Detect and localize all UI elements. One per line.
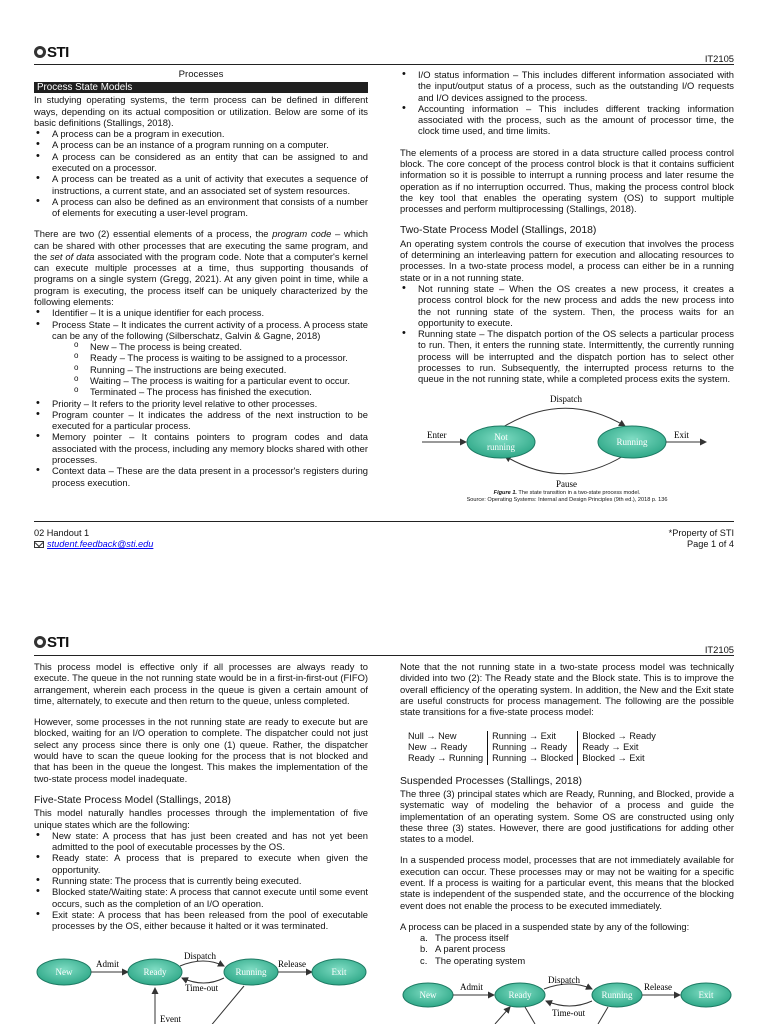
doc-code: IT2105 <box>704 53 734 64</box>
suspended-diagram <box>400 974 734 1024</box>
process-states-list <box>52 341 368 397</box>
paragraph: In a suspended process model, processes that are not immediately available for execution can occur. These processes may or may not be waiting for a specific event. If a process is waiting for a particular event, this means that the blocked state is independent of the suspended state, and the occurrence of the blocking event does not enable the process to be executed immediately. <box>400 854 734 911</box>
note-paragraph: Note that the not running state in a two-state process model was technically divided into two (2): The Ready state and the Block state. This is to improve the overall efficiency of the operating system. In addition, the New and the Exit state are useful constructs for process management. The following are the possible state transitions for a five-state process model: <box>400 661 734 718</box>
table-row: Ready → Running Running → Blocked Blocked → Exit <box>404 753 660 764</box>
property-label: *Property of STI <box>668 528 734 538</box>
svg-text:Ready: Ready <box>508 990 532 1000</box>
page1-left-column <box>34 69 368 488</box>
suspend-causes-list <box>420 932 734 966</box>
table-row: Null → New Running → Exit Blocked → Ready <box>404 731 660 742</box>
pause-label: Pause <box>556 479 577 489</box>
footer-rule <box>34 521 734 522</box>
list-item: • Process State – It indicates the current activity of a process. A process state can be any of the following (Silberschatz, Galvin & Gagne, 2018) o New – The process is being created. o Ready – The process is waiting to be assigned to a processor. o Running – The instructions are being executed. o Waiting – The process is waiting for a particular event to occur. o Terminated – The process has finished the execution. <box>34 319 368 398</box>
svg-text:New: New <box>419 990 437 1000</box>
list-item: • New state: A process that has just been created and has not yet been admitted to the pool of executable processes by the OS. <box>34 830 368 853</box>
page-2 <box>0 624 768 1024</box>
transitions-table <box>404 731 660 764</box>
list-item: a. The process itself <box>420 932 509 944</box>
enter-label: Enter <box>427 430 447 440</box>
svg-text:Running: Running <box>235 967 267 977</box>
five-state-intro: This model naturally handles processes through the implementation of five unique states which are the following: <box>34 807 368 830</box>
dispatch-arrow <box>503 408 625 427</box>
page2-right-column <box>400 661 734 966</box>
dispatch-arrow <box>180 961 224 966</box>
pause-arrow <box>505 455 625 474</box>
sti-logo: STI <box>34 44 69 62</box>
list-item: • I/O status information – This includes different information associated with the input/output status of a process, such as the outstanding I/O requests and I/O devices assigned to the process. <box>400 69 734 103</box>
list-item: o Running – The instructions are being executed. <box>52 364 368 375</box>
list-item: o New – The process is being created. <box>52 341 368 352</box>
suspended-heading: Suspended Processes (Stallings, 2018) <box>400 775 582 787</box>
two-state-intro: An operating system controls the course of execution that involves the process of determining an interleaving pattern for execution and allocating resources to processes. In a two-state process model, a process can either be in a running state or in a not running state. <box>400 237 734 283</box>
list-item: • Running state – The dispatch portion of the OS selects a particular process to run. Then, it enters the running state. Intermittently, the currently running process will be interrupted and the dispatch portion has to select other processes to run. Subsequently, the interrupted process returns to the queue in the not running state, while a completed process exits the system. <box>400 328 734 384</box>
list-item: o Ready – The process is waiting to be assigned to a processor. <box>52 352 368 363</box>
svg-text:running: running <box>487 442 515 452</box>
svg-text:Time-out: Time-out <box>185 983 219 993</box>
sti-logo-icon <box>34 46 46 58</box>
list-item: b. A parent process <box>420 943 506 955</box>
svg-text:Not: Not <box>494 432 508 442</box>
svg-text:Time-out: Time-out <box>552 1008 586 1018</box>
list-item: • Program counter – It indicates the address of the next instruction to be executed for a particular process. <box>34 409 368 432</box>
two-state-heading: Two-State Process Model (Stallings, 2018) <box>400 225 597 237</box>
table-row: New → Ready Running → Ready Ready → Exit <box>404 742 660 753</box>
svg-text:Release: Release <box>644 982 672 992</box>
figure-caption: Figure 1. The state transition in a two-state process model. Source: Operating Systems: Internal and Design Principles (9th ed.), 2018 p. 136 <box>466 490 668 503</box>
header-rule <box>34 655 734 656</box>
feedback-email-link[interactable]: student.feedback@sti.edu <box>47 539 154 550</box>
svg-text:Admit: Admit <box>96 959 120 969</box>
page-gap <box>0 560 768 624</box>
elements-paragraph: There are two (2) essential elements of a process, the program code – which can be shared with other processes that are executing the same program, and the set of data associated with the program code. Note that a computer's kernel can execute multiple processes at a time, thus supporting thousands of programs on a single system (Gregg, 2021). At any given point in time, while a program is executing, the process itself can be uniquely characterized by the following elements: <box>34 228 369 308</box>
svg-text:Admit: Admit <box>460 982 484 992</box>
timeout-arrow <box>546 1001 592 1006</box>
definitions-list <box>34 128 368 218</box>
doc-code: IT2105 <box>704 644 734 655</box>
mail-icon <box>34 541 44 548</box>
paragraph: This process model is effective only if all processes are always ready to execute. The queue in the not running state would be in a first-in-first-out (FIFO) arrangement, wherein each process in the queue is given a certain amount of time, alternately, to execute and then return to the queue, unless completed. <box>34 661 368 706</box>
list-item: o Waiting – The process is waiting for a particular event to occur. <box>52 375 368 386</box>
elements-list <box>34 307 368 488</box>
list-item: • A process can also be defined as an environment that consists of a number of elements for executing a user-level program. <box>34 196 368 219</box>
five-state-heading: Five-State Process Model (Stallings, 2018) <box>34 794 231 806</box>
handout-label: 02 Handout 1 <box>34 528 90 538</box>
list-item: o Terminated – The process has finished the execution. <box>52 386 368 397</box>
five-state-diagram <box>34 948 368 1024</box>
list-item: • A process can be an instance of a program running on a computer. <box>34 139 368 150</box>
list-item: • Accounting information – This includes different tracking information associated with the process, such as the amount of processor time, the clock time used, and time limits. <box>400 103 734 137</box>
list-item: • Identifier – It is a unique identifier for each process. <box>34 307 368 318</box>
list-item: • Blocked state/Waiting state: A process that cannot execute until some event occurs, such as the completion of an I/O operation. <box>34 886 368 909</box>
svg-text:Running: Running <box>616 437 648 447</box>
list-item: • A process can be considered as an entity that can be assigned to and executed on a processor. <box>34 151 368 174</box>
two-state-diagram <box>400 392 734 500</box>
list-item: • Ready state: A process that is prepared to execute when given the opportunity. <box>34 852 368 875</box>
svg-text:New: New <box>55 967 73 977</box>
two-state-list <box>400 283 734 385</box>
list-item: • A process can be treated as a unit of activity that executes a sequence of instructions, a current state, and an associated set of system resources. <box>34 173 368 196</box>
list-item: • Not running state – When the OS creates a new process, it creates a process control block for the new process and adds the new process into the not running state of the system. Then, the process waits for an opportunity to execute. <box>400 283 734 328</box>
page2-left-column <box>34 661 368 931</box>
svg-text:Release: Release <box>278 959 306 969</box>
section-bar: Process State Models <box>34 82 368 94</box>
list-item: • Context data – These are the data present in a processor's registers during process execution. <box>34 465 368 488</box>
list-item: • Exit state: A process that has been released from the pool of executable processes by the OS, either because it halted or it was terminated. <box>34 909 368 932</box>
list-item: • Memory pointer – It contains pointers to program codes and data associated with the process, including any memory blocks shared with other processes. <box>34 431 368 465</box>
page1-right-column <box>400 69 734 385</box>
svg-text:Exit: Exit <box>331 967 347 977</box>
exit-label: Exit <box>674 430 689 440</box>
list-item: c. The operating system <box>420 954 526 966</box>
five-state-list <box>34 830 368 932</box>
svg-text:Event: Event <box>160 1014 181 1024</box>
svg-text:Exit: Exit <box>698 990 714 1000</box>
header-rule <box>34 64 734 65</box>
sti-logo-icon <box>34 636 46 648</box>
paragraph: A process can be placed in a suspended state by any of the following: <box>400 920 690 932</box>
pcb-paragraph: The elements of a process are stored in a data structure called process control block. The core concept of the process control block is that it contains sufficient information so it is possible to interrupt a running process and later resume the operation as if no interruption occurred. Thus, making the process control block the key tool that enables the operating system (OS) to support multiple processes and perform multiprocessing (Stallings, 2018). <box>400 146 734 215</box>
elements-list-continued <box>400 69 734 137</box>
svg-text:Ready: Ready <box>143 967 167 977</box>
sti-logo: STI <box>34 634 69 652</box>
intro-paragraph: In studying operating systems, the term process can be defined in different ways, depending on its actual composition or utilization. Below are some of its basic definitions (Stallings, 2018). <box>34 94 368 128</box>
svg-text:Running: Running <box>601 990 633 1000</box>
list-item: • Running state: The process that is currently being executed. <box>34 875 368 886</box>
paragraph: The three (3) principal states which are Ready, Running, and Blocked, provide a systematic way of modeling the behavior of a process and guide the implementation of an operating system. Some OS are constructed using only these three (3) states. However, there are good justifications for adding other states to a model. <box>400 787 734 845</box>
list-item: • A process can be a program in execution. <box>34 128 368 139</box>
page-number: Page 1 of 4 <box>687 539 734 550</box>
dispatch-label: Dispatch <box>550 394 582 404</box>
svg-text:Dispatch: Dispatch <box>184 951 216 961</box>
paragraph: However, some processes in the not running state are ready to execute but are blocked, waiting for an I/O operation to complete. The dispatcher could not just select any process since there is only one (1) queue. Rather, the dispatcher would have to scan the queue looking for the process that is not blocked and that has been in the queue the longest. This makes the implementation of the two-state process model inadequate. <box>34 716 368 784</box>
list-item: • Priority – It refers to the priority level relative to other processes. <box>34 398 368 409</box>
svg-text:Dispatch: Dispatch <box>548 975 580 985</box>
page-title: Processes <box>178 69 224 80</box>
